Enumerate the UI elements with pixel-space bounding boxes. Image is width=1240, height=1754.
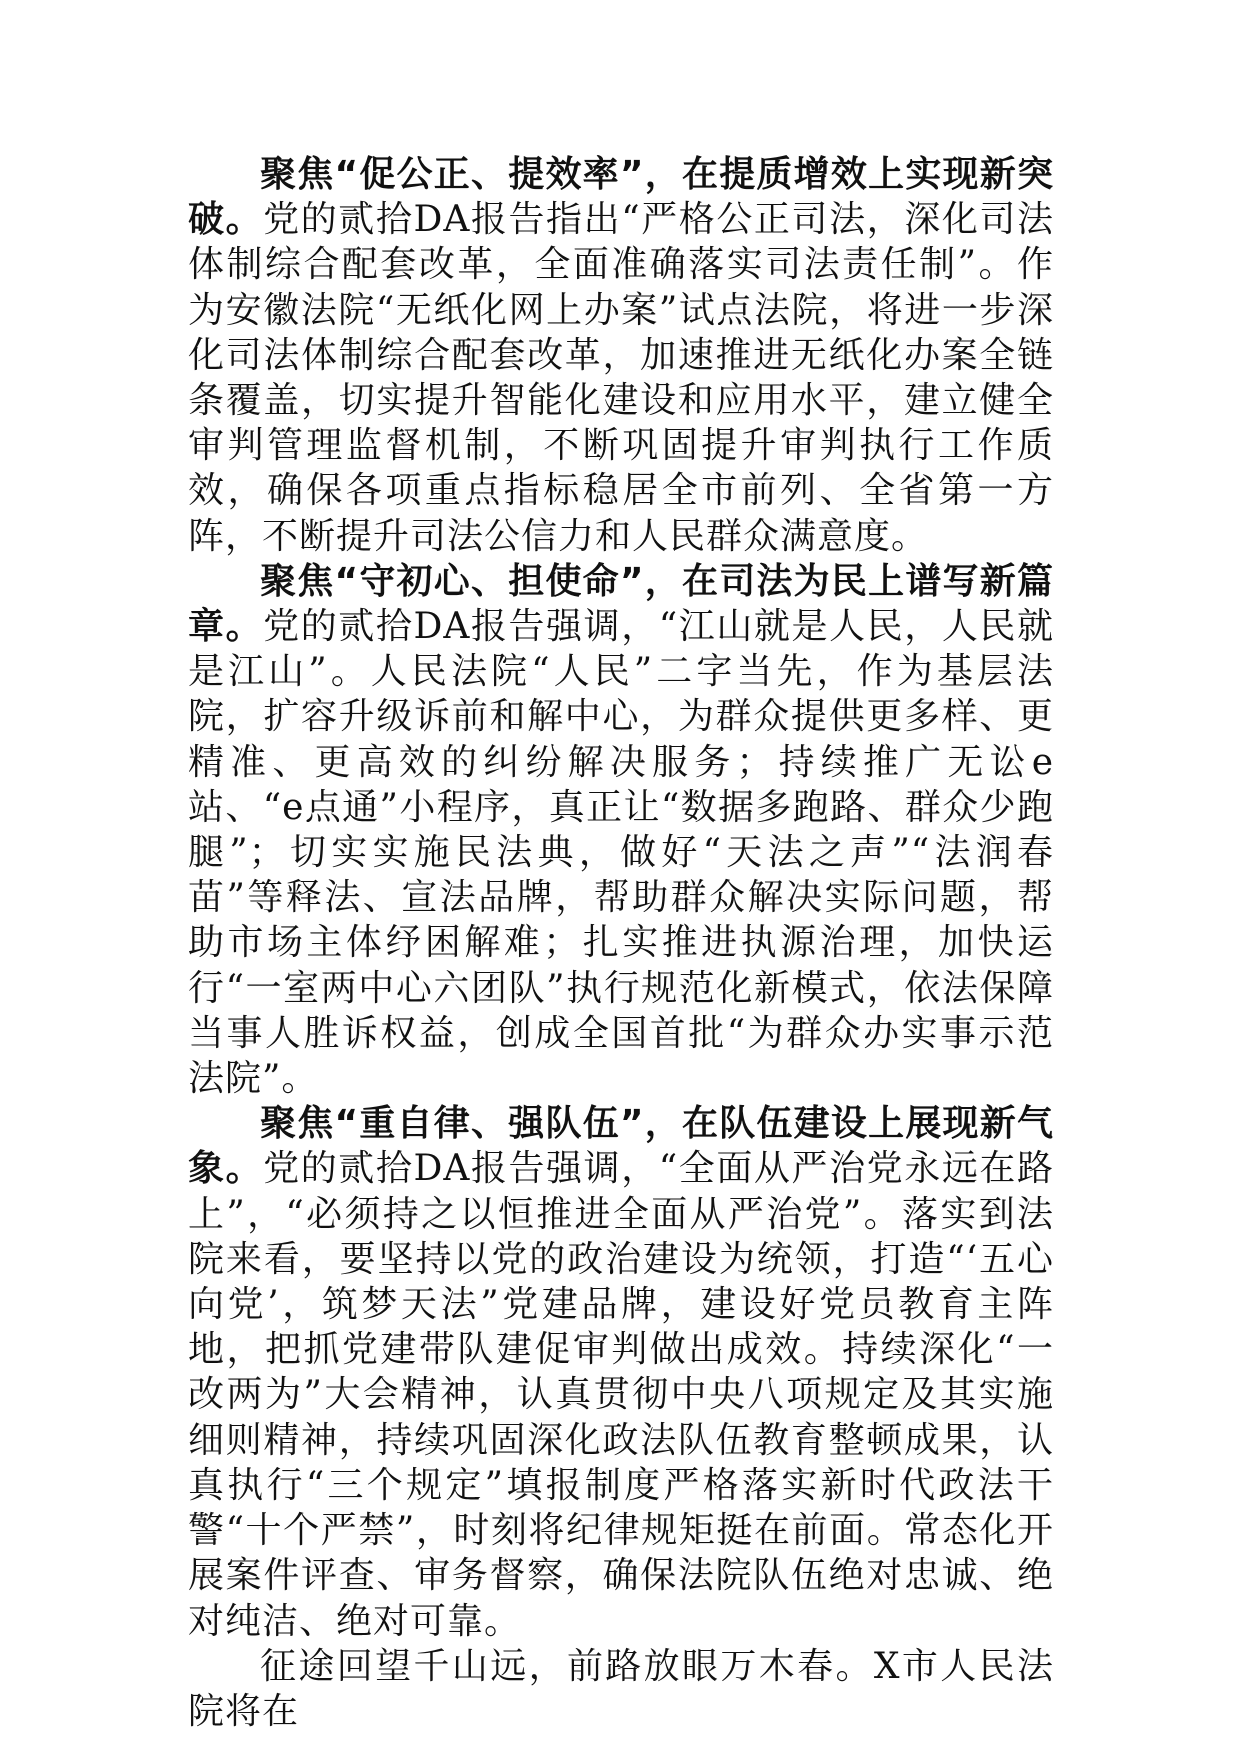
paragraph-3-body: 党的贰拾DA报告强调，“全面从严治党永远在路上”，“必须持之以恒推进全面从严治党”。落实到法院来看，要坚持以党的政治建设为统领，打造“‘五心向党’，筑梦天法”党建品牌，建设好党员教育主阵地，把抓党建带队建促审判做出成效。持续深化“一改两为”大会精神，认真贯彻中央八项规定及其实施细则精神，持续巩固深化政法队伍教育整顿成果，认真执行“三个规定”填报制度严格落实新时代政法干警“十个严禁”，时刻将纪律规矩挺在前面。常态化开展案件评查、审务督察，确保法院队伍绝对忠诚、绝对纯洁、绝对可靠。 (188, 1148, 1054, 1642)
paragraph-1 (188, 152, 1054, 559)
paragraph-3 (188, 1101, 1054, 1643)
paragraph-3-heading: 聚焦“重自律、强队伍”，在队伍建设上展现新气象。 (188, 1103, 1054, 1190)
paragraph-4 (188, 1644, 1054, 1734)
paragraph-2 (188, 559, 1054, 1101)
paragraph-2-body: 党的贰拾DA报告强调，“江山就是人民，人民就是江山”。人民法院“人民”二字当先，作为基层法院，扩容升级诉前和解中心，为群众提供更多样、更精准、更高效的纠纷解决服务；持续推广无讼e站、“e点通”小程序，真正让“数据多跑路、群众少跑腿”；切实实施民法典，做好“天法之声”“法润春苗”等释法、宣法品牌，帮助群众解决实际问题，帮助市场主体纾困解难；扎实推进执源治理，加快运行“一室两中心六团队”执行规范化新模式，依法保障当事人胜诉权益，创成全国首批“为群众办实事示范法院”。 (188, 606, 1054, 1100)
document-page (188, 152, 1054, 1734)
paragraph-1-heading: 聚焦“促公正、提效率”，在提质增效上实现新突破。 (188, 154, 1054, 241)
paragraph-1-body: 党的贰拾DA报告指出“严格公正司法，深化司法体制综合配套改革，全面准确落实司法责任制”。作为安徽法院“无纸化网上办案”试点法院，将进一步深化司法体制综合配套改革，加速推进无纸化办案全链条覆盖，切实提升智能化建设和应用水平，建立健全审判管理监督机制，不断巩固提升审判执行工作质效，确保各项重点指标稳居全市前列、全省第一方阵，不断提升司法公信力和人民群众满意度。 (188, 199, 1054, 557)
paragraph-4-body: 征途回望千山远，前路放眼万木春。X市人民法院将在 (188, 1645, 1054, 1732)
paragraph-2-heading: 聚焦“守初心、担使命”，在司法为民上谱写新篇章。 (188, 560, 1054, 648)
